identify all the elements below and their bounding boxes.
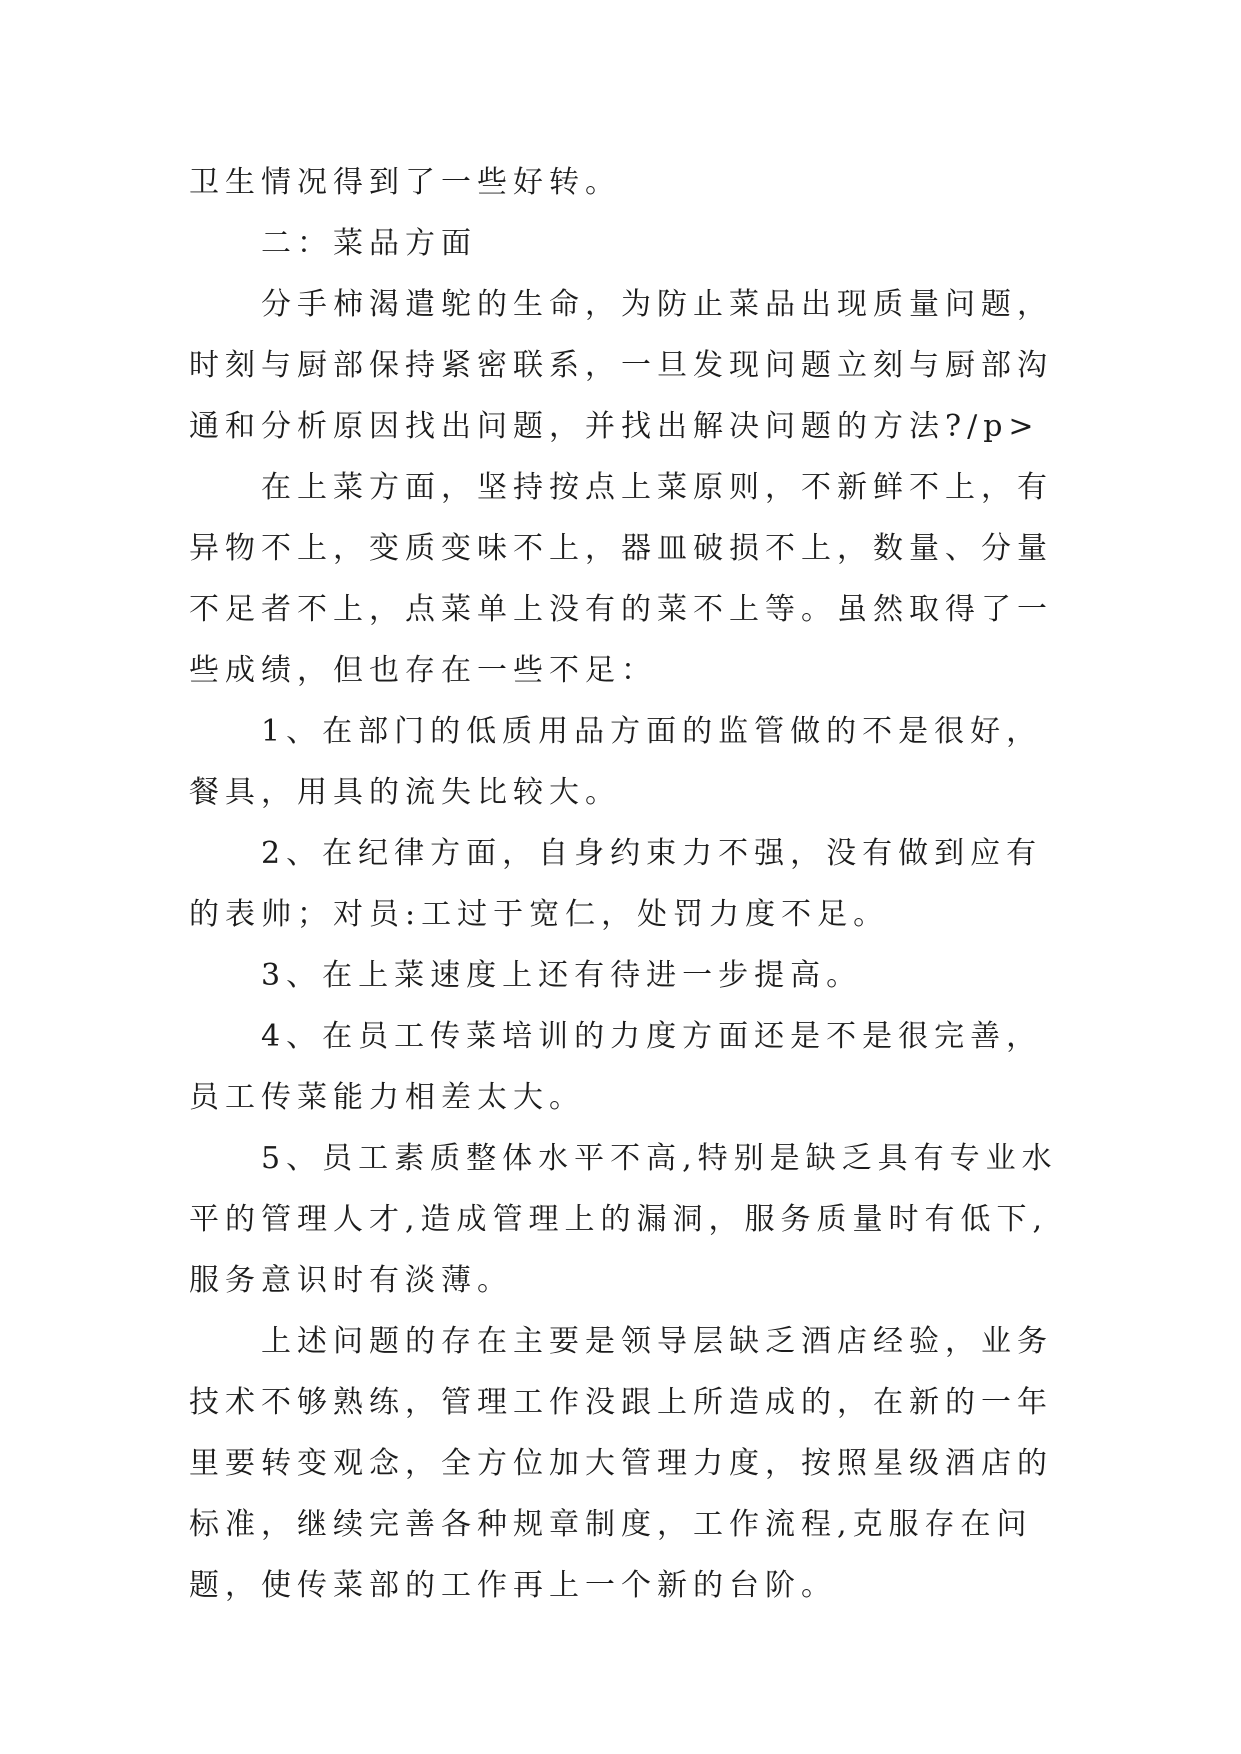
paragraph-hygiene-result: 卫生情况得到了一些好转。 xyxy=(189,165,621,200)
document-body xyxy=(189,152,1059,1616)
section-heading-dishes: 二：菜品方面 xyxy=(261,226,477,261)
list-item-3-speed: 3、在上菜速度上还有待进一步提高。 xyxy=(261,958,863,993)
paragraph-serving-principles: 在上菜方面，坚持按点上菜原则，不新鲜不上，有异物不上，变质变味不上，器皿破损不上，数量、分量不足者不上，点菜单上没有的菜不上等。虽然取得了一些成绩，但也存在一些不足： xyxy=(189,470,1053,688)
list-item-4-training: 4、在员工传菜培训的力度方面还是不是很完善，员工传菜能力相差太大。 xyxy=(189,1019,1043,1115)
paragraph-dish-quality: 分手柿渴遣鸵的生命，为防止菜品出现质量问题，时刻与厨部保持紧密联系，一旦发现问题立刻与厨部沟通和分析原因找出问题，并找出解决问题的方法?/p> xyxy=(189,287,1053,444)
paragraph-conclusion: 上述问题的存在主要是领导层缺乏酒店经验，业务技术不够熟练，管理工作没跟上所造成的，在新的一年里要转变观念，全方位加大管理力度，按照星级酒店的标准，继续完善各种规章制度，工作流程,克服存在问题，使传菜部的工作再上一个新的台阶。 xyxy=(189,1324,1053,1603)
list-item-1-supplies: 1、在部门的低质用品方面的监管做的不是很好，餐具，用具的流失比较大。 xyxy=(189,714,1043,810)
list-item-5-staff-quality: 5、员工素质整体水平不高,特别是缺乏具有专业水平的管理人才,造成管理上的漏洞，服务质量时有低下,服务意识时有淡薄。 xyxy=(189,1141,1058,1298)
list-item-2-discipline: 2、在纪律方面，自身约束力不强，没有做到应有的表帅；对员:工过于宽仁，处罚力度不足。 xyxy=(189,836,1043,932)
